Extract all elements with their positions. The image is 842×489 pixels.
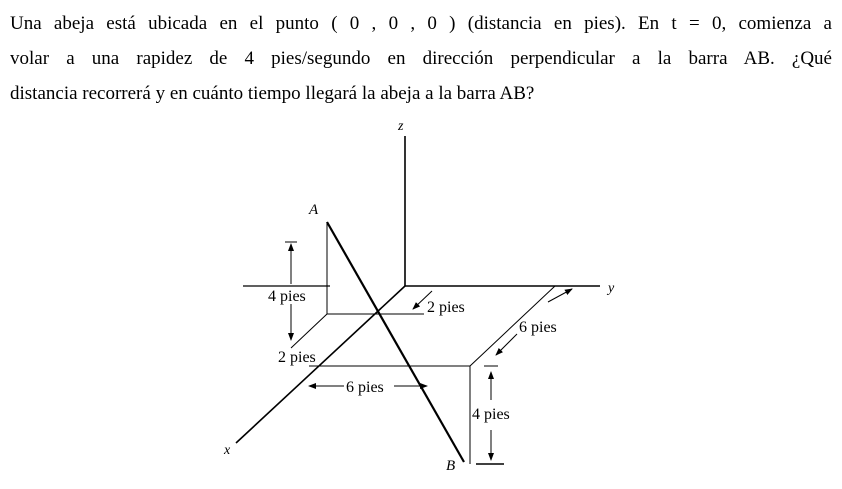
problem-line-1: Una abeja está ubicada en el punto ( 0 , 0 , 0 ) (distancia en pies). En t = 0, comienza a (10, 13, 832, 34)
ref-line-mid (291, 314, 327, 348)
point-a-label: A (309, 202, 319, 218)
dim-depth-b-label: 4 pies (472, 406, 510, 423)
problem-line-3: distancia recorrerá y en cuánto tiempo llegará la abeja a la barra AB? (10, 83, 535, 104)
y-axis-label: y (608, 281, 615, 296)
dim-height-a-label: 4 pies (268, 288, 306, 305)
z-axis-label: z (398, 119, 404, 134)
problem-line-2: volar a una rapidez de 4 pies/segundo en dirección perpendicular a la barra AB. ¿Qué (10, 48, 832, 69)
x-axis (236, 286, 405, 443)
dim-offset-a-label: 2 pies (278, 349, 316, 366)
dim-width-y-arrow-down (496, 334, 517, 355)
dim-width-y-arrow-up (548, 289, 572, 302)
dim-depth-x-label: 6 pies (346, 379, 384, 396)
dim-offset-y-label: 2 pies (427, 299, 465, 316)
dim-width-y-label: 6 pies (519, 319, 557, 336)
bar-ab (327, 222, 464, 462)
point-b-label: B (446, 458, 456, 474)
x-axis-label: x (224, 443, 231, 458)
